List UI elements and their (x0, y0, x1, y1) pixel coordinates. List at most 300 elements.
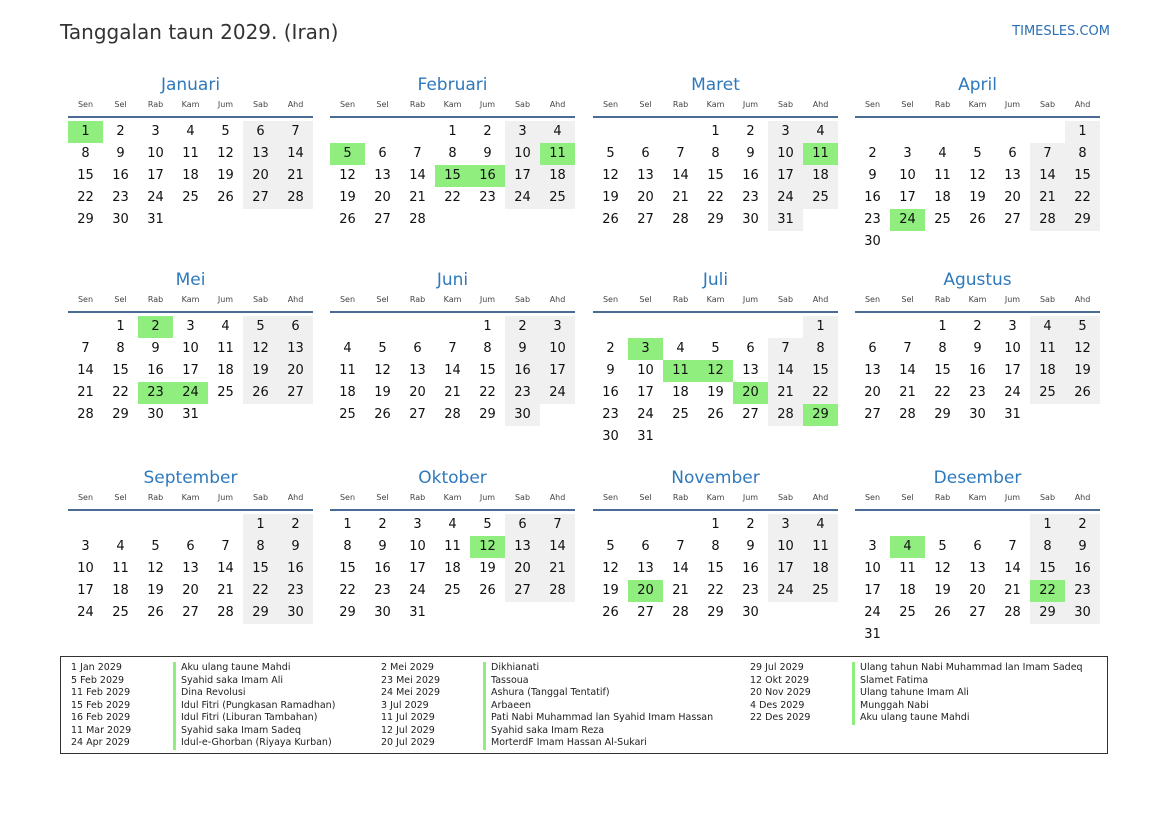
day-cell: 1 (938, 319, 947, 334)
day-cell: 19 (934, 583, 951, 598)
day-cell: 13 (374, 168, 391, 183)
legend-row (61, 725, 335, 738)
day-cell: 15 (1030, 558, 1065, 580)
day-cell: 14 (768, 360, 803, 382)
day-cell: 26 (217, 190, 234, 205)
empty-cell (855, 121, 890, 143)
day-cell: 23 (602, 407, 619, 422)
day-cell: 27 (505, 580, 540, 602)
day-cell: 6 (505, 514, 540, 536)
day-cell: 21 (672, 583, 689, 598)
holiday-day-cell: 22 (1030, 580, 1065, 602)
day-cell: 30 (969, 407, 986, 422)
legend-column (61, 662, 335, 750)
day-cell: 20 (969, 583, 986, 598)
day-cell: 18 (803, 558, 838, 580)
day-cell: 17 (899, 190, 916, 205)
weekday-label: Sen (864, 493, 881, 502)
day-cell: 22 (803, 382, 838, 404)
weekday-label: Sab (777, 493, 794, 502)
day-cell: 28 (899, 407, 916, 422)
month-title: Agustus (943, 270, 1012, 290)
day-cell: 7 (768, 338, 803, 360)
day-cell: 6 (1008, 146, 1017, 161)
legend-row (371, 737, 713, 750)
day-cell: 7 (221, 539, 230, 554)
legend-row (61, 700, 335, 713)
day-cell: 3 (868, 539, 877, 554)
holiday-day-cell: 12 (698, 360, 733, 382)
day-cell: 9 (278, 536, 313, 558)
weekday-label: Rab (147, 295, 164, 304)
holiday-name: Pati Nabi Muhammad lan Syahid Imam Hassan (491, 712, 714, 723)
day-cell: 10 (540, 338, 575, 360)
day-cell: 17 (1004, 363, 1021, 378)
day-cell: 2 (746, 517, 755, 532)
day-cell: 14 (217, 561, 234, 576)
day-cell: 13 (1004, 168, 1021, 183)
day-cell: 28 (77, 407, 94, 422)
weekday-label: Sab (252, 295, 269, 304)
day-cell: 4 (803, 514, 838, 536)
holiday-day-cell: 11 (663, 360, 698, 382)
day-cell: 16 (278, 558, 313, 580)
legend-column (371, 662, 713, 750)
day-cell: 28 (278, 187, 313, 209)
empty-cell (995, 514, 1030, 536)
empty-cell (400, 121, 435, 143)
day-cell: 29 (112, 407, 129, 422)
day-cell: 10 (899, 168, 916, 183)
day-grid (68, 316, 313, 426)
empty-cell (995, 121, 1030, 143)
day-cell: 27 (374, 212, 391, 227)
day-cell: 22 (934, 385, 951, 400)
day-cell: 13 (182, 561, 199, 576)
day-cell: 29 (339, 605, 356, 620)
empty-cell (960, 121, 995, 143)
weekday-label: Ahd (812, 100, 829, 109)
weekday-label: Kam (443, 100, 462, 109)
day-cell: 18 (540, 165, 575, 187)
day-cell: 3 (903, 146, 912, 161)
day-cell: 10 (147, 146, 164, 161)
day-cell: 26 (339, 212, 356, 227)
weekday-header (330, 491, 575, 511)
holiday-date: 20 Nov 2029 (750, 687, 811, 698)
day-cell: 22 (707, 583, 724, 598)
weekday-label: Jum (1004, 100, 1021, 109)
weekday-label: Kam (181, 493, 200, 502)
holiday-legend (60, 656, 1108, 754)
day-cell: 15 (112, 363, 129, 378)
weekday-label: Sen (77, 493, 94, 502)
holiday-marker (852, 712, 855, 725)
weekday-label: Sen (339, 100, 356, 109)
day-cell: 28 (672, 605, 689, 620)
day-cell: 1 (448, 124, 457, 139)
holiday-day-cell: 11 (540, 143, 575, 165)
day-cell: 12 (147, 561, 164, 576)
holiday-day-cell: 3 (628, 338, 663, 360)
legend-row (740, 700, 1083, 713)
day-cell: 30 (147, 407, 164, 422)
day-cell: 12 (374, 363, 391, 378)
legend-row (740, 662, 1083, 675)
day-cell: 1 (116, 319, 125, 334)
day-cell: 13 (505, 536, 540, 558)
day-cell: 12 (217, 146, 234, 161)
day-cell: 29 (77, 212, 94, 227)
day-cell: 15 (339, 561, 356, 576)
day-cell: 23 (864, 212, 881, 227)
month-agustus (855, 269, 1100, 426)
month-juli (593, 269, 838, 448)
day-cell: 3 (768, 121, 803, 143)
day-cell: 7 (1008, 539, 1017, 554)
day-cell: 26 (602, 212, 619, 227)
day-cell: 16 (742, 561, 759, 576)
day-cell: 11 (803, 536, 838, 558)
empty-cell (208, 514, 243, 536)
holiday-date: 20 Jul 2029 (381, 737, 435, 748)
day-cell: 16 (1065, 558, 1100, 580)
day-cell: 2 (505, 316, 540, 338)
holiday-name: Slamet Fatima (860, 674, 929, 686)
day-cell: 13 (637, 168, 654, 183)
day-cell: 28 (1004, 605, 1021, 620)
holiday-day-cell: 20 (733, 382, 768, 404)
day-cell: 13 (637, 561, 654, 576)
holiday-name: Munggah Nabi (860, 699, 929, 711)
day-cell: 20 (409, 385, 426, 400)
empty-cell (663, 121, 698, 143)
weekday-label: Ahd (812, 295, 829, 304)
day-cell: 25 (934, 212, 951, 227)
day-cell: 8 (483, 341, 492, 356)
holiday-marker (173, 662, 176, 675)
weekday-header (855, 293, 1100, 313)
month-title: Maret (691, 75, 740, 95)
day-cell: 11 (444, 539, 461, 554)
day-cell: 2 (116, 124, 125, 139)
day-grid (855, 121, 1100, 253)
day-cell: 3 (1008, 319, 1017, 334)
day-cell: 3 (151, 124, 160, 139)
empty-cell (138, 514, 173, 536)
holiday-day-cell: 24 (173, 382, 208, 404)
day-cell: 19 (217, 168, 234, 183)
legend-row (61, 712, 335, 725)
day-cell: 9 (505, 338, 540, 360)
day-cell: 18 (1030, 360, 1065, 382)
day-grid (593, 316, 838, 448)
holiday-marker (173, 725, 176, 738)
holiday-date: 11 Jul 2029 (381, 712, 435, 723)
weekday-label: Jum (217, 100, 234, 109)
holiday-date: 2 Mei 2029 (381, 662, 434, 673)
brand-link[interactable]: TIMESLES.COM (1012, 24, 1110, 39)
holiday-date: 22 Des 2029 (750, 712, 811, 723)
day-cell: 15 (803, 360, 838, 382)
day-cell: 18 (444, 561, 461, 576)
day-cell: 21 (899, 385, 916, 400)
day-cell: 10 (864, 561, 881, 576)
day-cell: 18 (339, 385, 356, 400)
holiday-date: 12 Okt 2029 (750, 674, 810, 686)
holiday-day-cell: 15 (435, 165, 470, 187)
day-cell: 5 (711, 341, 720, 356)
day-cell: 3 (81, 539, 90, 554)
weekday-label: Rab (409, 100, 426, 109)
day-cell: 8 (343, 539, 352, 554)
day-cell: 31 (147, 212, 164, 227)
weekday-label: Sab (514, 493, 531, 502)
weekday-label: Rab (934, 295, 951, 304)
month-november (593, 467, 838, 624)
legend-row (61, 687, 335, 700)
day-cell: 10 (637, 363, 654, 378)
day-cell: 22 (444, 190, 461, 205)
empty-cell (628, 514, 663, 536)
day-cell: 29 (707, 605, 724, 620)
day-cell: 11 (934, 168, 951, 183)
holiday-date: 4 Des 2029 (750, 699, 805, 711)
day-cell: 22 (77, 190, 94, 205)
day-cell: 27 (637, 212, 654, 227)
weekday-label: Sen (864, 100, 881, 109)
day-cell: 15 (707, 168, 724, 183)
day-cell: 6 (973, 539, 982, 554)
day-cell: 19 (147, 583, 164, 598)
day-cell: 6 (746, 341, 755, 356)
day-cell: 30 (864, 234, 881, 249)
weekday-label: Ahd (287, 295, 304, 304)
day-cell: 8 (1065, 143, 1100, 165)
day-cell: 3 (768, 514, 803, 536)
day-cell: 4 (343, 341, 352, 356)
day-grid (593, 121, 838, 231)
day-cell: 20 (1004, 190, 1021, 205)
page-title: Tanggalan taun 2029. (Iran) (60, 20, 339, 44)
holiday-marker (852, 675, 855, 688)
legend-row (371, 675, 713, 688)
month-januari (68, 74, 313, 231)
day-cell: 4 (938, 146, 947, 161)
day-cell: 1 (803, 316, 838, 338)
weekday-header (855, 98, 1100, 118)
day-cell: 12 (339, 168, 356, 183)
day-cell: 28 (768, 404, 803, 426)
day-cell: 9 (746, 539, 755, 554)
day-cell: 24 (768, 187, 803, 209)
holiday-date: 24 Mei 2029 (381, 687, 440, 698)
empty-cell (890, 316, 925, 338)
day-cell: 19 (339, 190, 356, 205)
holiday-marker (483, 687, 486, 700)
day-grid (855, 316, 1100, 426)
day-cell: 21 (1004, 583, 1021, 598)
month-title: Februari (417, 75, 488, 95)
holiday-name: Aku ulang taune Mahdi (860, 712, 970, 723)
day-cell: 23 (278, 580, 313, 602)
day-cell: 30 (602, 429, 619, 444)
day-cell: 7 (540, 514, 575, 536)
month-februari (330, 74, 575, 231)
holiday-name: Ashura (Tanggal Tentatif) (491, 687, 610, 698)
weekday-label: Sab (1039, 493, 1056, 502)
weekday-label: Ahd (549, 100, 566, 109)
day-cell: 25 (540, 187, 575, 209)
day-cell: 27 (969, 605, 986, 620)
day-cell: 26 (374, 407, 391, 422)
weekday-label: Rab (147, 100, 164, 109)
legend-row (740, 687, 1083, 700)
day-cell: 30 (1065, 602, 1100, 624)
holiday-name: Syahid saka Imam Sadeq (181, 724, 302, 736)
day-cell: 21 (672, 190, 689, 205)
day-cell: 10 (768, 143, 803, 165)
day-cell: 23 (505, 382, 540, 404)
day-cell: 29 (243, 602, 278, 624)
weekday-label: Rab (147, 493, 164, 502)
day-cell: 8 (711, 146, 720, 161)
day-cell: 29 (934, 407, 951, 422)
day-cell: 31 (768, 209, 803, 231)
holiday-date: 3 Jul 2029 (381, 699, 429, 711)
day-cell: 25 (444, 583, 461, 598)
day-cell: 23 (479, 190, 496, 205)
day-cell: 19 (602, 583, 619, 598)
weekday-label: Sen (77, 100, 94, 109)
month-mei (68, 269, 313, 426)
day-cell: 13 (243, 143, 278, 165)
empty-cell (593, 514, 628, 536)
day-cell: 17 (768, 558, 803, 580)
day-cell: 3 (505, 121, 540, 143)
weekday-label: Jum (742, 100, 759, 109)
holiday-day-cell: 1 (68, 121, 103, 143)
day-cell: 15 (479, 363, 496, 378)
day-cell: 14 (672, 561, 689, 576)
holiday-marker (483, 737, 486, 750)
day-cell: 3 (413, 517, 422, 532)
day-cell: 20 (505, 558, 540, 580)
day-cell: 14 (1030, 165, 1065, 187)
empty-cell (330, 121, 365, 143)
day-cell: 19 (969, 190, 986, 205)
day-cell: 23 (374, 583, 391, 598)
month-title: Desember (933, 468, 1022, 488)
day-cell: 30 (112, 212, 129, 227)
holiday-name: Syahid saka Imam Ali (181, 674, 284, 686)
day-cell: 3 (186, 319, 195, 334)
day-cell: 20 (637, 190, 654, 205)
day-cell: 8 (803, 338, 838, 360)
day-cell: 18 (217, 363, 234, 378)
day-cell: 11 (899, 561, 916, 576)
empty-cell (365, 121, 400, 143)
holiday-date: 29 Jul 2029 (750, 662, 804, 673)
day-cell: 9 (378, 539, 387, 554)
day-cell: 30 (742, 605, 759, 620)
empty-cell (663, 316, 698, 338)
day-cell: 16 (602, 385, 619, 400)
empty-cell (768, 316, 803, 338)
weekday-label: Jum (217, 295, 234, 304)
holiday-marker (483, 725, 486, 738)
weekday-label: Jum (1004, 295, 1021, 304)
day-cell: 26 (969, 212, 986, 227)
day-cell: 15 (1065, 165, 1100, 187)
day-cell: 6 (278, 316, 313, 338)
empty-cell (733, 316, 768, 338)
day-cell: 8 (1030, 536, 1065, 558)
weekday-label: Ahd (549, 295, 566, 304)
month-desember (855, 467, 1100, 646)
day-cell: 12 (602, 561, 619, 576)
weekday-header (68, 491, 313, 511)
empty-cell (698, 316, 733, 338)
day-cell: 14 (278, 143, 313, 165)
empty-cell (628, 316, 663, 338)
day-cell: 27 (1004, 212, 1021, 227)
day-cell: 31 (637, 429, 654, 444)
day-cell: 13 (742, 363, 759, 378)
day-cell: 28 (672, 212, 689, 227)
day-cell: 4 (676, 341, 685, 356)
weekday-label: Ahd (1074, 295, 1091, 304)
weekday-label: Sen (77, 295, 94, 304)
day-cell: 31 (1004, 407, 1021, 422)
holiday-marker (852, 700, 855, 713)
day-cell: 25 (803, 187, 838, 209)
day-cell: 26 (934, 605, 951, 620)
month-title: Juni (436, 270, 469, 290)
day-cell: 26 (479, 583, 496, 598)
legend-row (371, 687, 713, 700)
holiday-day-cell: 11 (803, 143, 838, 165)
holiday-name: Aku ulang taune Mahdi (181, 662, 291, 673)
empty-cell (855, 316, 890, 338)
empty-cell (330, 316, 365, 338)
day-cell: 12 (969, 168, 986, 183)
weekday-label: Sel (639, 100, 652, 109)
empty-cell (663, 514, 698, 536)
day-cell: 11 (1030, 338, 1065, 360)
holiday-name: Tassoua (491, 674, 529, 686)
day-cell: 18 (112, 583, 129, 598)
day-cell: 12 (934, 561, 951, 576)
holiday-marker (173, 687, 176, 700)
month-title: November (671, 468, 760, 488)
day-cell: 1 (1065, 121, 1100, 143)
weekday-label: Jum (217, 493, 234, 502)
day-cell: 14 (1004, 561, 1021, 576)
day-cell: 17 (505, 165, 540, 187)
day-cell: 6 (413, 341, 422, 356)
weekday-label: Sen (602, 493, 619, 502)
day-cell: 16 (112, 168, 129, 183)
day-cell: 28 (409, 212, 426, 227)
day-cell: 1 (711, 124, 720, 139)
day-cell: 29 (1030, 602, 1065, 624)
empty-cell (1030, 121, 1065, 143)
weekday-header (593, 293, 838, 313)
day-cell: 2 (278, 514, 313, 536)
day-cell: 14 (444, 363, 461, 378)
day-cell: 5 (221, 124, 230, 139)
